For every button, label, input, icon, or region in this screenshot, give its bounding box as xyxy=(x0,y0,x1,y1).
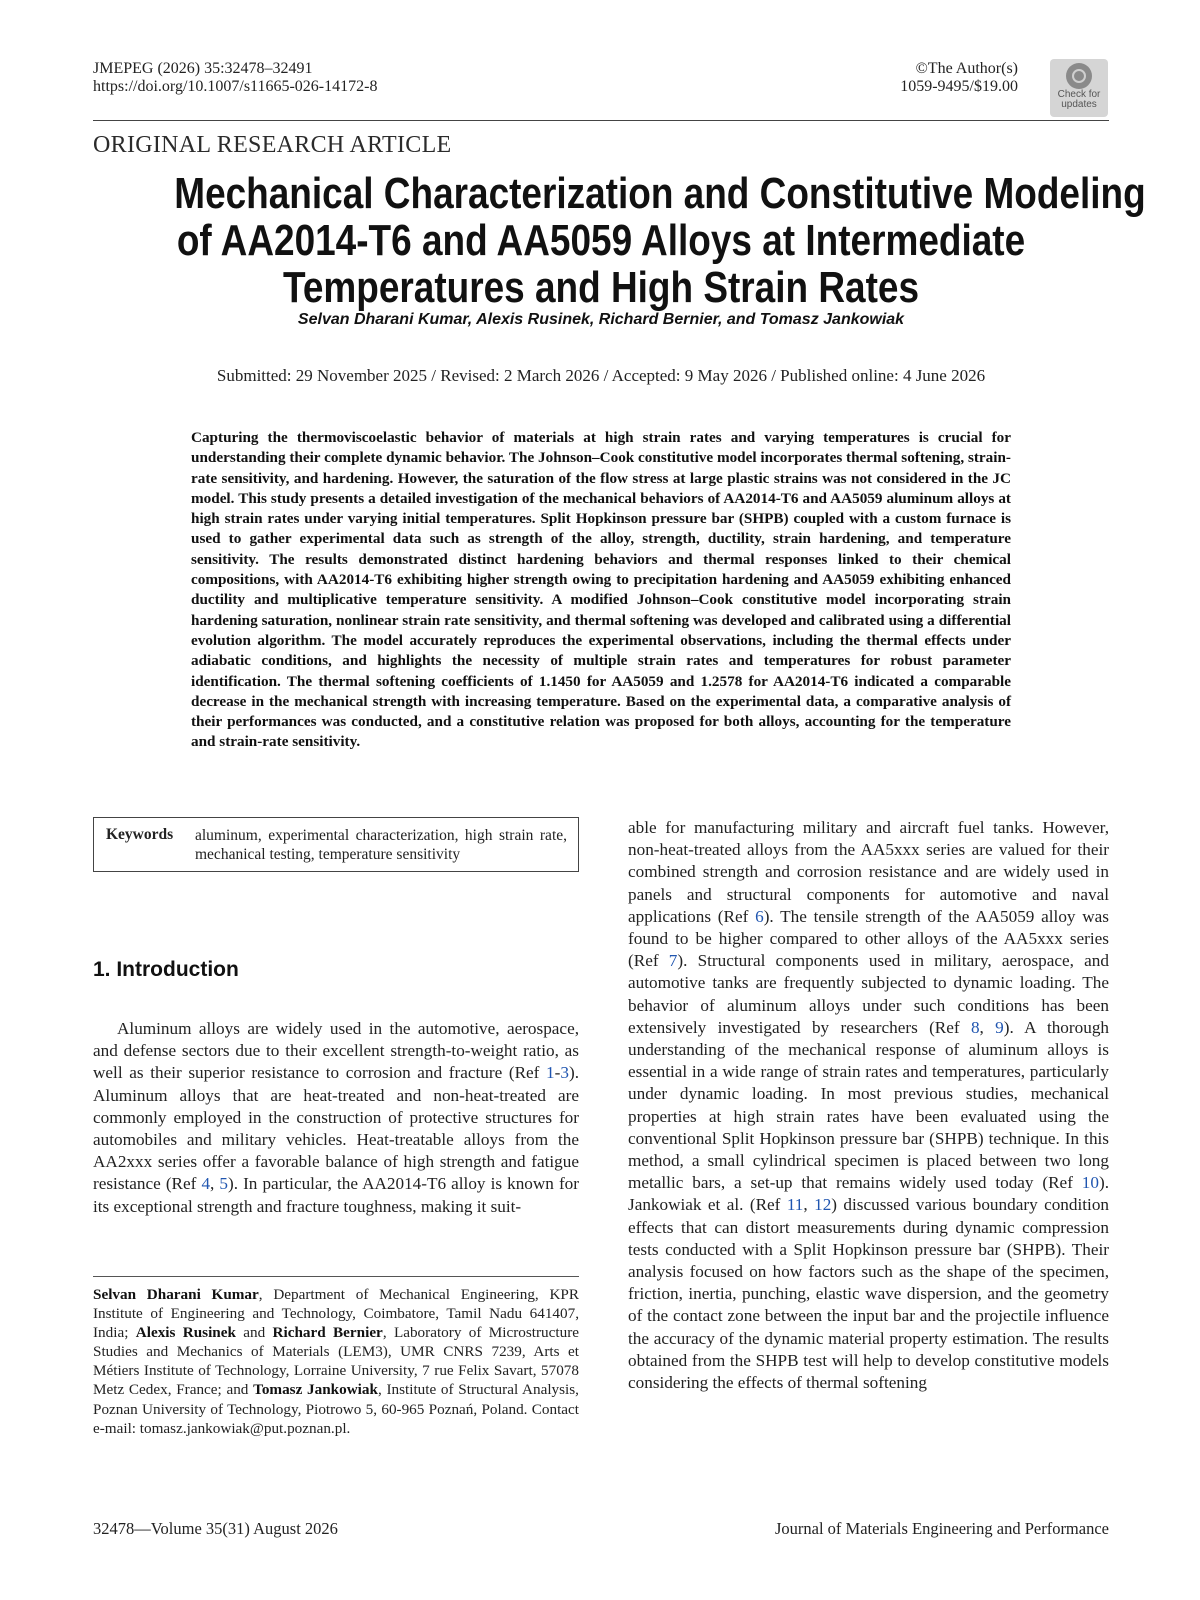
affiliation-text: and xyxy=(235,1324,273,1342)
title-line-2: of AA2014-T6 and AA5059 Alloys at Intermediate xyxy=(176,216,1026,265)
article-title xyxy=(174,169,1146,312)
journal-header-left xyxy=(93,60,377,96)
citation-link-4[interactable]: 4 xyxy=(201,1174,211,1194)
journal-citation: JMEPEG (2026) 35:32478–32491 xyxy=(93,60,313,77)
affiliation-author-name: Tomasz Jankowiak xyxy=(253,1381,378,1399)
affiliation-author-name: Selvan Dharani Kumar xyxy=(93,1286,259,1303)
abstract: Capturing the thermoviscoelastic behavior of materials at high strain rates and varying temperatures is crucial for understanding their complete dynamic behavior. The Johnson–Cook constitutive model incorporates thermal softening, strain-rate sensitivity, and hardening. However, the saturation of the flow stress at large plastic strains was not considered in the JC model. This study presents a detailed investigation of the mechanical behaviors of AA2014-T6 and AA5059 aluminum alloys at high strain rates under varying initial temperatures. Split Hopkinson pressure bar (SHPB) coupled with a custom furnace is used to gather experimental data such as strength of the alloy, strength, ductility, strain hardening, and temperature sensitivity. The results demonstrated distinct hardening behaviors and thermal responses linked to their chemical compositions, with AA2014-T6 exhibiting higher strength owing to precipitation hardening and AA5059 exhibiting enhanced ductility and multiplicative temperature sensitivity. A modified Johnson–Cook constitutive model incorporating strain hardening saturation, nonlinear strain rate sensitivity, and thermal softening was developed and calibrated using a differential evolution algorithm. The model accurately reproduces the experimental observations, including the thermal effects under adiabatic conditions, and highlights the necessity of multiple strain rates and temperatures for robust parameter identification. The thermal softening coefficients of 1.1450 for AA5059 and 1.2578 for AA2014-T6 indicated a comparable decrease in the mechanical strength with increasing temperature. Based on the experimental data, a comparative analysis of their performances was conducted, and a constitutive relation was proposed for both alloys, accounting for the temperature and strain-rate sensitivity. xyxy=(191,429,1011,751)
author-list: Selvan Dharani Kumar, Alexis Rusinek, Richard Bernier, and Tomasz Jankowiak xyxy=(297,311,905,328)
citation-link-9[interactable]: 9 xyxy=(995,1017,1004,1037)
affiliation-text: , Institute of Structural Analysis, Poznan University of Technology, Piotrowo 5, 60-965 Poznań, Poland. Contact e-mail: tomasz.jankowiak@put.poznan.pl. xyxy=(93,1381,579,1437)
intro-right-column xyxy=(628,817,1109,1394)
author-affiliations xyxy=(93,1285,579,1438)
body-text: ). The tensile strength of the AA5059 alloy was found to be higher compared to other alloys of the AA5xxx series (Ref xyxy=(628,906,1109,971)
body-text: , xyxy=(979,1017,996,1037)
citation-link-5[interactable]: 5 xyxy=(219,1174,228,1194)
citation-link-10[interactable]: 10 xyxy=(1081,1173,1099,1193)
body-text: ). Structural components used in military, aerospace, and automotive tanks are frequently subjected to dynamic loading. The behavior of aluminum alloys under such conditions has been extensively investigated by researchers (Ref xyxy=(628,951,1109,1037)
footer-journal-name: Journal of Materials Engineering and Performance xyxy=(774,1519,1109,1538)
keywords-box xyxy=(93,817,579,872)
affiliation-divider xyxy=(93,1276,579,1277)
body-text: , xyxy=(803,1195,815,1215)
title-line-3: Temperatures and High Strain Rates xyxy=(282,263,920,312)
intro-paragraph-1 xyxy=(93,1018,579,1218)
issn-price: 1059-9495/$19.00 xyxy=(900,78,1018,95)
citation-link-1[interactable]: 1 xyxy=(546,1063,555,1083)
citation-link-12[interactable]: 12 xyxy=(814,1195,832,1215)
intro-left-column xyxy=(93,1018,579,1218)
body-text: able for manufacturing military and aircraft fuel tanks. However, non-heat-treated alloys from the AA5xxx series are valued for their combined strength and corrosion resistance and are widely used in panels and structural components for automotive and naval applications (Ref xyxy=(628,818,1109,926)
title-line-1: Mechanical Characterization and Constitutive Modeling xyxy=(174,169,1146,218)
body-text: Aluminum alloys are widely used in the automotive, aerospace, and defense sectors due to their excellent strength-to-weight ratio, as well as their superior resistance to corrosion and fracture (Ref xyxy=(93,1019,579,1083)
body-text: ). Aluminum alloys that are heat-treated and non-heat-treated are commonly employed in the construction of protective structures for automobiles and military vehicles. Heat-treatable alloys from the AA2xxx series offer a favorable balance of high strength and fatigue resistance (Ref xyxy=(93,1063,579,1194)
affiliation-author-name: Richard Bernier xyxy=(272,1324,383,1342)
intro-paragraph-continued xyxy=(628,817,1109,1394)
footer-page-volume: 32478—Volume 35(31) August 2026 xyxy=(93,1519,338,1538)
body-text: - xyxy=(554,1063,561,1083)
submission-dates: Submitted: 29 November 2025 / Revised: 2 March 2026 / Accepted: 9 May 2026 / Published online: 4 June 2026 xyxy=(216,366,986,385)
badge-text-line1: Check for xyxy=(1057,89,1101,100)
affiliation-text: , Laboratory of Microstructure Studies and Mechanics of Materials (LEM3), UMR CNRS 7239, Arts et Métiers Institute of Technology, Lorraine University, 7 rue Felix Savart, 57078 Metz Cedex, France; and xyxy=(93,1324,579,1399)
body-text: ) discussed various boundary condition effects that can distort measurements during dynamic compression tests conducted with a Split Hopkinson pressure bar (SHPB). Their analysis focused on how factors such as the shape of the specimen, friction, inertia, punching, elastic wave dispersion, and the geometry of the contact zone between the input bar and the projectile influence the accuracy of the dynamic material property estimation. The results obtained from the SHPB test will help to develop constitutive models considering the effects of thermal softening xyxy=(628,1195,1110,1393)
keywords-label: Keywords xyxy=(106,826,174,843)
citation-link-3[interactable]: 3 xyxy=(560,1063,569,1083)
body-text: ). In particular, the AA2014-T6 alloy is known for its exceptional strength and fracture toughness, making it suit- xyxy=(93,1174,579,1216)
citation-link-11[interactable]: 11 xyxy=(786,1195,804,1215)
body-text: ). A thorough understanding of the mechanical response of aluminum alloys is essential in a wide range of strain rates and temperatures, particularly under dynamic loading. In most previous studies, mechanical properties at high strain rates have been evaluated using the conventional Split Hopkinson pressure bar (SHPB) technique. In this method, a small cylindrical specimen is placed between two long metallic bars, a set-up that remains widely used today (Ref xyxy=(628,1017,1110,1193)
citation-link-8[interactable]: 8 xyxy=(970,1017,980,1037)
doi-link[interactable]: https://doi.org/10.1007/s11665-026-14172-8 xyxy=(93,78,378,95)
check-for-updates-badge[interactable] xyxy=(1050,59,1108,117)
keywords-text: aluminum, experimental characterization, high strain rate, mechanical testing, temperature sensitivity xyxy=(195,827,567,863)
copyright-notice: ©The Author(s) xyxy=(915,60,1018,77)
citation-link-7[interactable]: 7 xyxy=(668,951,678,971)
journal-header-right xyxy=(900,60,1018,96)
body-text: , xyxy=(210,1174,220,1194)
crossmark-icon xyxy=(1066,63,1092,89)
body-text: ). Jankowiak et al. (Ref xyxy=(628,1173,1109,1215)
affiliation-author-name: Alexis Rusinek xyxy=(135,1324,236,1342)
header-divider xyxy=(93,120,1109,121)
section-heading-introduction: 1. Introduction xyxy=(93,958,239,981)
affiliation-text: , Department of Mechanical Engineering, KPR Institute of Engineering and Technology, Coimbatore, Tamil Nadu 641407, India; xyxy=(93,1286,580,1342)
article-type: ORIGINAL RESEARCH ARTICLE xyxy=(93,132,452,158)
badge-text-line2: updates xyxy=(1061,99,1097,110)
citation-link-6[interactable]: 6 xyxy=(755,906,764,926)
